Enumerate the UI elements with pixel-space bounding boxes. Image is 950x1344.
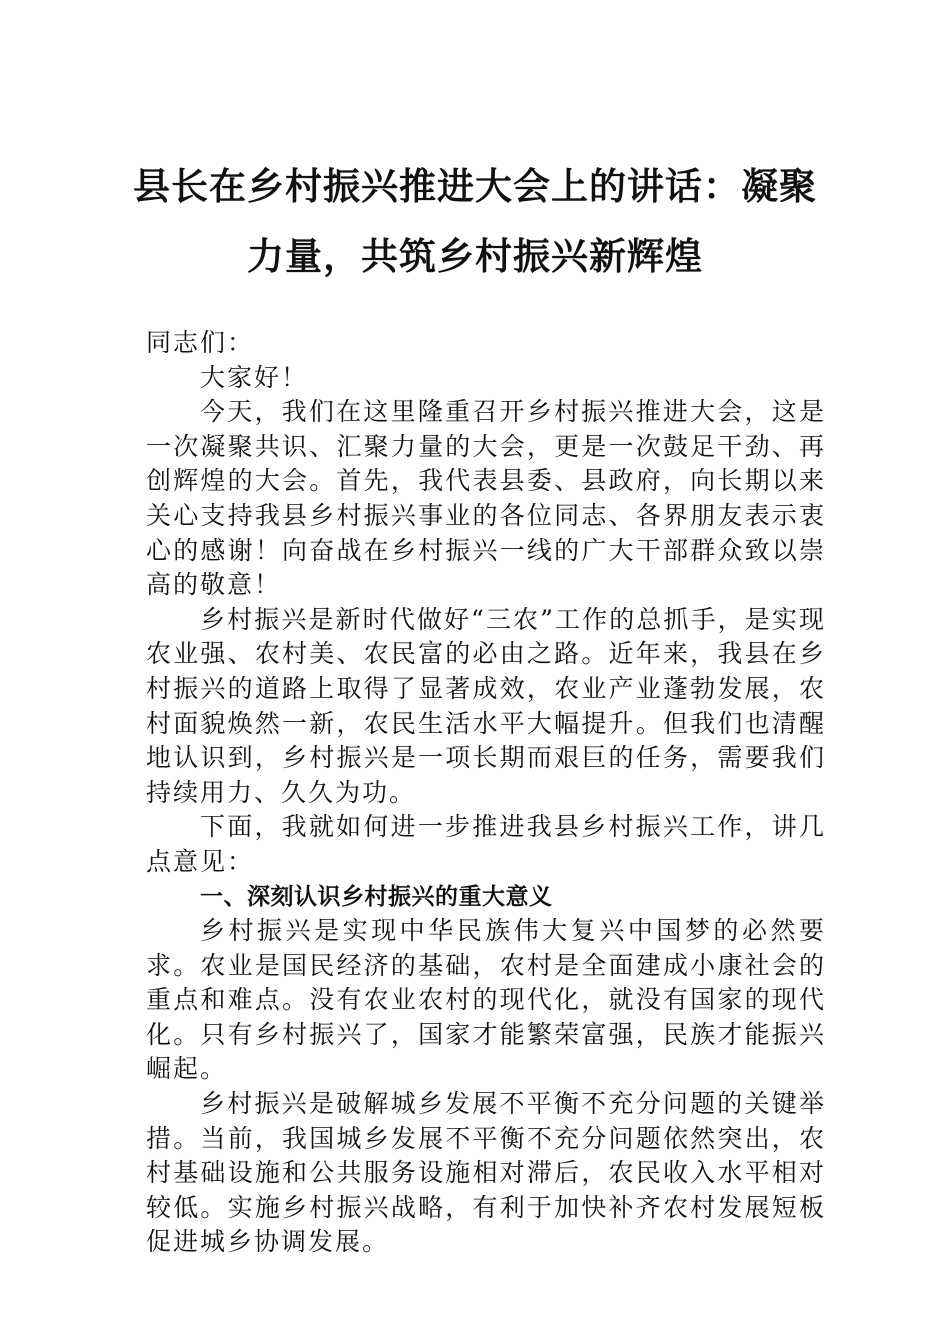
paragraph-background: 乡村振兴是新时代做好“三农”工作的总抓手，是实现农业强、农村美、农民富的必由之路。近年来，我县在乡村振兴的道路上取得了显著成效，农业产业蓬勃发展，农村面貌焕然一新，农民生活水平大幅提升。但我们也清醒地认识到，乡村振兴是一项长期而艰巨的任务，需要我们持续用力、久久为功。 bbox=[146, 604, 826, 807]
document-title-line-1: 县长在乡村振兴推进大会上的讲话：凝聚 bbox=[133, 164, 817, 208]
greeting: 大家好！ bbox=[200, 362, 309, 392]
section1-paragraph: 乡村振兴是实现中华民族伟大复兴中国梦的必然要求。农业是国民经济的基础，农村是全面建成小康社会的重点和难点。没有农业农村的现代化，就没有国家的现代化。只有乡村振兴了，国家才能繁荣富强，民族才能振兴崛起。 bbox=[146, 916, 826, 1084]
document-body bbox=[146, 326, 826, 1260]
section1-paragraph: 乡村振兴是破解城乡发展不平衡不充分问题的关键举措。当前，我国城乡发展不平衡不充分问题依然突出，农村基础设施和公共服务设施相对滞后，农民收入水平相对较低。实施乡村振兴战略，有利于加快补齐农村发展短板促进城乡协调发展。 bbox=[146, 1089, 826, 1257]
document-title-line-2: 力量，共筑乡村振兴新辉煌 bbox=[247, 234, 703, 278]
section-heading-1: 一、深刻认识乡村振兴的重大意义 bbox=[200, 883, 553, 910]
salutation: 同志们： bbox=[146, 328, 255, 357]
paragraph-transition: 下面，我就如何进一步推进我县乡村振兴工作，讲几点意见： bbox=[146, 812, 826, 876]
paragraph-opening: 今天，我们在这里隆重召开乡村振兴推进大会，这是一次凝聚共识、汇聚力量的大会，更是一次鼓足干劲、再创辉煌的大会。首先，我代表县委、县政府，向长期以来关心支持我县乡村振兴事业的各位同志、各界朋友表示衷心的感谢！向奋战在乡村振兴一线的广大干部群众致以崇高的敬意！ bbox=[146, 397, 826, 600]
